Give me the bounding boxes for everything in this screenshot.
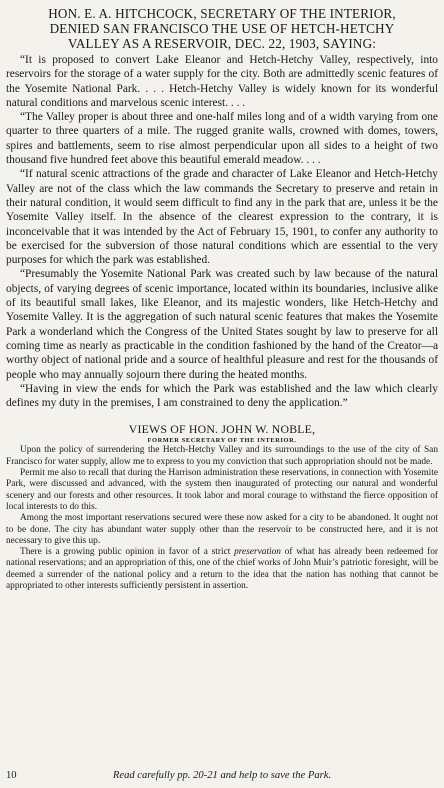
noble-paragraph: Among the most important reservations secured were these now asked for a city to be abandoned. It ought not to be done. The city has abundant water supply other than the reservoir to be constructed here, and it is not necessary to give this up. [6,513,438,546]
footer-note: Read carefully pp. 20-21 and help to save the Park. [112,770,332,781]
text-after-emphasis: of what has already been redeemed for national reservations; and an appropriation of this, one of the chief works of John Muir’s patriotic foresight, will be deemed a surrender of the national policy and a return to the idea that the nation has nothing that cannot be appropriated to other interests sufficiently persistent in assertion. [6,547,438,591]
heading-line-3: VALLEY AS A RESERVOIR, DEC. 22, 1903, SAYING: [67,36,377,51]
subsection-title: VIEWS OF HON. JOHN W. NOBLE, [128,422,316,437]
quote-paragraph: “It is proposed to convert Lake Eleanor and Hetch-Hetchy Valley, respectively, into reservoirs for the storage of a water supply for the city. Both are admittedly scenic features of the Yosemite National Park. . . . Hetch-Hetchy Valley is widely known for its wonderful natural conditions and marvelous scenic interest. . . . [6,54,438,109]
emphasized-word: preservation [234,547,281,558]
noble-paragraph-last [6,547,438,592]
text-before-emphasis: There is a growing public opinion in favor of a strict [20,547,235,558]
quote-paragraph: “Presumably the Yosemite National Park was created such by law because of the natural objects, of varying degrees of scenic importance, located within its boundaries, inclusive alike of its beautiful small lakes, like Eleanor, and its majestic wonders, like Hetch-Hetchy and Yosemite Valley. It is the aggregation of such natural scenic features that makes the Yosemite Park a wonderland which the Congress of the United States sought by law to preserve for all coming time as nearly as practicable in the condition fashioned by the hand of the Creator—a worthy object of national pride and a source of healthful pleasure and rest for the thousands of people who may annually sojourn there during the heated months. [6,268,438,381]
quote-paragraph: “Having in view the ends for which the Park was established and the law which clearly defines my duty in the premises, I am constrained to deny the application.” [6,382,438,410]
subsection-subtitle: FORMER SECRETARY OF THE INTERIOR. [147,437,297,445]
noble-section-heading [6,422,438,445]
article-heading [6,6,438,51]
noble-paragraph: Upon the policy of surrendering the Hetch-Hetchy Valley and its surroundings to the use of the city of San Francisco for water supply, allow me to express to you my conviction that such appropriation should not be made. [6,445,438,467]
heading-line-2: DENIED SAN FRANCISCO THE USE OF HETCH-HETCHY [49,21,395,36]
page-number: 10 [6,770,17,781]
noble-views [6,445,438,592]
quote-paragraph: “If natural scenic attractions of the grade and character of Lake Eleanor and Hetch-Hetchy Valley are not of the class which the law commands the Secretary to preserve and retain in their natural condition, it would seem difficult to find any in the park that are, unless it be the Yosemite Valley itself. In the absence of the clearest expression to the contrary, it is inconceivable that it was intended by the Act of February 15, 1901, to confer any authority to be exercised for the subversion of those natural conditions which are essential to the very purposes for which the park was established. [6,168,438,267]
hitchcock-quotes [6,53,438,410]
quote-paragraph: “The Valley proper is about three and one-half miles long and of a width varying from one quarter to three quarters of a mile. The rugged granite walls, crowned with domes, towers, spires and battlements, seem to rise almost perpendicular upon all sides to a height of two thousand five hundred feet above this beautiful emerald meadow. . . . [6,111,438,167]
heading-line-1: HON. E. A. HITCHCOCK, SECRETARY OF THE INTERIOR, [48,6,396,21]
noble-paragraph: Permit me also to recall that during the Harrison administration these reservations, in connection with Yosemite Park, were discussed and advanced, with the system then inaugurated of protecting our natural and wonderful scenery and our forests and other resources. It took labor and moral courage to withstand the fierce opposition of local interests to do this. [6,468,438,512]
page-footer [6,769,438,783]
